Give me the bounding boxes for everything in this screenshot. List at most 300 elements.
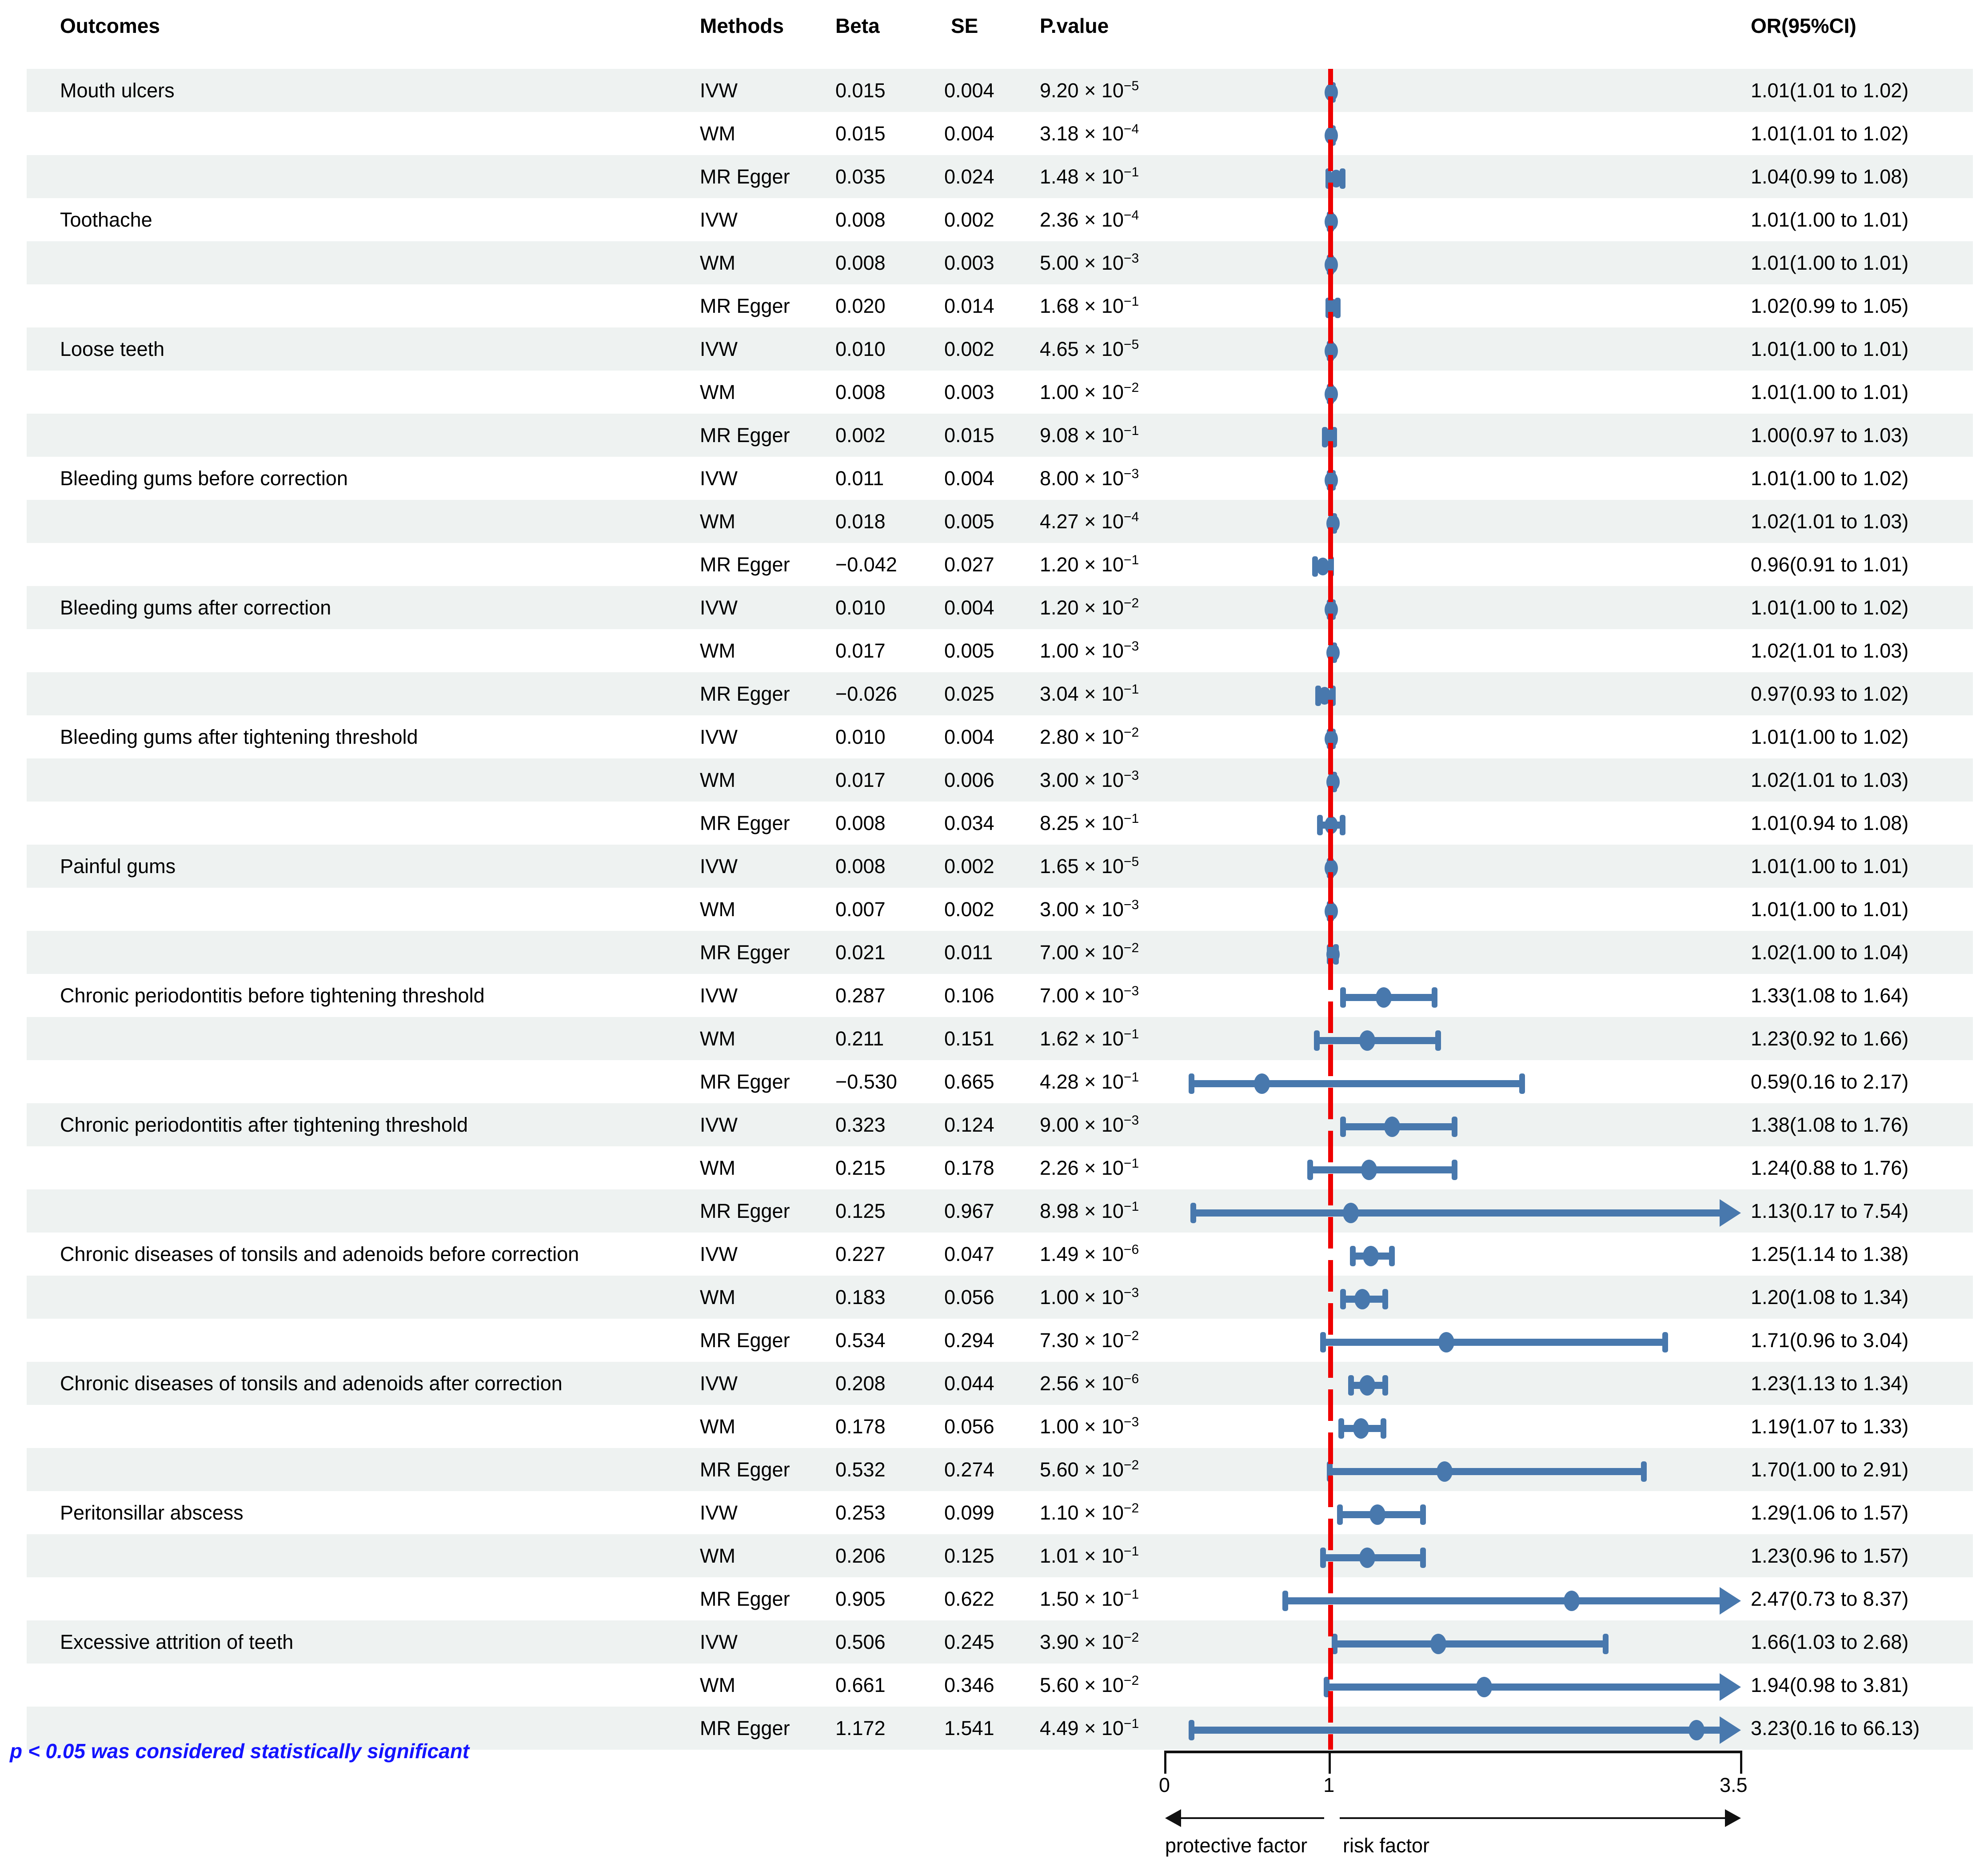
- axis-tick-label: 3.5: [1720, 1774, 1748, 1796]
- cell-or-ci: 1.70(1.00 to 2.91): [1751, 1458, 1909, 1481]
- forest-marker: [0, 1405, 1988, 1448]
- cell-pvalue: $7.00 \times 10^{-2}$: [1040, 941, 1139, 964]
- cell-beta: 0.532: [835, 1458, 886, 1481]
- ci-cap-lower: [1314, 1030, 1320, 1051]
- cell-beta: 0.008: [835, 855, 886, 878]
- axis-tick-label: 0: [1159, 1774, 1170, 1796]
- cell-method: IVW: [700, 79, 738, 102]
- axis-tick: [1164, 1751, 1166, 1774]
- cell-outcome: Toothache: [60, 208, 152, 231]
- cell-pvalue: $1.20 \times 10^{-1}$: [1040, 553, 1139, 576]
- point-estimate-marker: [1384, 1117, 1400, 1137]
- point-estimate-marker: [1359, 1548, 1375, 1568]
- reference-line-segment: [1328, 1491, 1333, 1534]
- cell-or-ci: 1.01(1.00 to 1.01): [1751, 251, 1909, 274]
- column-header-se: SE: [951, 14, 978, 37]
- cell-se: 0.011: [944, 941, 993, 964]
- cell-method: WM: [700, 639, 735, 662]
- cell-se: 0.665: [944, 1070, 994, 1093]
- cell-beta: 0.206: [835, 1544, 886, 1567]
- cell-method: MR Egger: [700, 1070, 790, 1093]
- ci-cap-upper: [1381, 1418, 1386, 1439]
- table-row: [0, 1233, 1988, 1276]
- point-estimate-marker: [1369, 1504, 1385, 1525]
- table-row: [0, 327, 1988, 371]
- cell-se: 0.015: [944, 424, 994, 447]
- pvalue-exponent: −1: [1123, 811, 1139, 826]
- reference-line-segment: [1328, 1189, 1333, 1233]
- pvalue-exponent: −3: [1123, 898, 1139, 912]
- cell-or-ci: 0.97(0.93 to 1.02): [1751, 682, 1909, 705]
- cell-outcome: Peritonsillar abscess: [60, 1501, 244, 1524]
- table-row: [0, 1146, 1988, 1189]
- ci-cap-upper: [1340, 815, 1345, 835]
- reference-line-segment: [1328, 758, 1333, 802]
- confidence-interval-line: [1326, 1683, 1721, 1691]
- cell-beta: 0.020: [835, 295, 886, 317]
- cell-pvalue: $1.00 \times 10^{-3}$: [1040, 1415, 1139, 1438]
- cell-or-ci: 1.20(1.08 to 1.34): [1751, 1286, 1909, 1308]
- cell-se: 0.034: [944, 812, 994, 834]
- cell-se: 0.622: [944, 1588, 994, 1610]
- cell-beta: 0.227: [835, 1243, 886, 1265]
- cell-method: IVW: [700, 596, 738, 619]
- pvalue-exponent: −2: [1123, 725, 1139, 740]
- cell-pvalue: $7.30 \times 10^{-2}$: [1040, 1328, 1139, 1352]
- cell-outcome: Chronic diseases of tonsils and adenoids before correction: [60, 1243, 579, 1265]
- point-estimate-marker: [1354, 1289, 1370, 1309]
- cell-method: WM: [700, 1157, 735, 1179]
- table-row: [0, 1060, 1988, 1103]
- cell-or-ci: 1.01(0.94 to 1.08): [1751, 812, 1909, 834]
- pvalue-exponent: −3: [1123, 1113, 1139, 1128]
- cell-se: 0.151: [944, 1027, 994, 1050]
- cell-se: 0.178: [944, 1157, 994, 1179]
- table-row: [0, 155, 1988, 198]
- table-row: [0, 1491, 1988, 1534]
- pvalue-exponent: −1: [1123, 1587, 1139, 1602]
- reference-line-segment: [1328, 500, 1333, 543]
- ci-cap-lower: [1350, 1246, 1356, 1266]
- pvalue-exponent: −3: [1123, 1415, 1139, 1429]
- cell-or-ci: 1.04(0.99 to 1.08): [1751, 165, 1909, 188]
- forest-marker: [0, 888, 1988, 931]
- forest-marker: [0, 1276, 1988, 1319]
- column-header-outcomes: Outcomes: [60, 14, 160, 37]
- cell-se: 0.025: [944, 682, 994, 705]
- pvalue-exponent: −2: [1123, 1630, 1139, 1645]
- cell-or-ci: 1.23(0.96 to 1.57): [1751, 1544, 1909, 1567]
- ci-cap-lower: [1340, 1289, 1346, 1309]
- cell-method: WM: [700, 898, 735, 921]
- reference-line-segment: [1328, 155, 1333, 198]
- cell-pvalue: $8.25 \times 10^{-1}$: [1040, 811, 1139, 834]
- forest-marker: [0, 629, 1988, 672]
- forest-marker: [0, 241, 1988, 284]
- forest-marker: [0, 1620, 1988, 1664]
- reference-line-segment: [1328, 1319, 1333, 1362]
- cell-pvalue: $1.62 \times 10^{-1}$: [1040, 1027, 1139, 1050]
- cell-se: 0.004: [944, 79, 994, 102]
- table-row: [0, 715, 1988, 758]
- forest-marker: [0, 931, 1988, 974]
- reference-line-segment: [1328, 845, 1333, 888]
- forest-marker: [0, 1491, 1988, 1534]
- reference-line-segment: [1328, 672, 1333, 715]
- ci-cap-lower: [1338, 1418, 1344, 1439]
- cell-or-ci: 2.47(0.73 to 8.37): [1751, 1588, 1909, 1610]
- cell-beta: 0.125: [835, 1200, 886, 1222]
- table-row: [0, 1534, 1988, 1577]
- cell-method: WM: [700, 1415, 735, 1438]
- protective-arrow-head-icon: [1165, 1809, 1181, 1827]
- cell-beta: 0.215: [835, 1157, 886, 1179]
- table-row: [0, 457, 1988, 500]
- confidence-interval-line: [1191, 1727, 1721, 1734]
- cell-method: IVW: [700, 1372, 738, 1395]
- cell-or-ci: 1.01(1.00 to 1.02): [1751, 467, 1909, 490]
- cell-se: 0.003: [944, 251, 994, 274]
- point-estimate-marker: [1359, 1030, 1375, 1051]
- table-row: [0, 802, 1988, 845]
- cell-or-ci: 1.01(1.00 to 1.01): [1751, 898, 1909, 921]
- ci-cap-lower: [1320, 1548, 1326, 1568]
- cell-pvalue: $1.20 \times 10^{-2}$: [1040, 596, 1139, 619]
- table-row: [0, 1448, 1988, 1491]
- cell-or-ci: 1.02(0.99 to 1.05): [1751, 295, 1909, 317]
- cell-pvalue: $1.00 \times 10^{-3}$: [1040, 1285, 1139, 1308]
- cell-method: IVW: [700, 984, 738, 1007]
- forest-marker: [0, 1189, 1988, 1233]
- cell-method: WM: [700, 1286, 735, 1308]
- cell-se: 0.027: [944, 553, 994, 576]
- pvalue-exponent: −3: [1123, 1285, 1139, 1300]
- confidence-interval-line: [1334, 1640, 1606, 1648]
- cell-pvalue: $1.68 \times 10^{-1}$: [1040, 294, 1139, 317]
- cell-beta: 0.178: [835, 1415, 886, 1438]
- reference-line-segment: [1328, 1577, 1333, 1620]
- cell-or-ci: 1.01(1.00 to 1.01): [1751, 338, 1909, 360]
- forest-marker: [0, 1233, 1988, 1276]
- cell-se: 0.014: [944, 295, 994, 317]
- cell-pvalue: $5.60 \times 10^{-2}$: [1040, 1458, 1139, 1481]
- cell-beta: 0.010: [835, 726, 886, 748]
- cell-beta: 0.008: [835, 381, 886, 403]
- cell-pvalue: $5.00 \times 10^{-3}$: [1040, 251, 1139, 274]
- ci-cap-upper: [1452, 1117, 1457, 1137]
- cell-se: 1.541: [944, 1717, 994, 1739]
- forest-marker: [0, 414, 1988, 457]
- point-estimate-marker: [1564, 1591, 1580, 1611]
- point-estimate-marker: [1363, 1246, 1379, 1266]
- cell-or-ci: 1.02(1.01 to 1.03): [1751, 510, 1909, 533]
- table-row: [0, 241, 1988, 284]
- point-estimate-marker: [1430, 1634, 1446, 1654]
- reference-line-segment: [1328, 1534, 1333, 1577]
- reference-line-segment: [1328, 241, 1333, 284]
- forest-marker: [0, 457, 1988, 500]
- cell-beta: 0.208: [835, 1372, 886, 1395]
- cell-se: 0.125: [944, 1544, 994, 1567]
- confidence-interval-line: [1193, 1209, 1721, 1217]
- reference-line-segment: [1328, 69, 1333, 112]
- point-estimate-marker: [1353, 1418, 1369, 1439]
- cell-method: IVW: [700, 338, 738, 360]
- cell-beta: 0.661: [835, 1674, 886, 1696]
- table-row: [0, 1405, 1988, 1448]
- ci-cap-lower: [1340, 987, 1346, 1008]
- cell-or-ci: 1.66(1.03 to 2.68): [1751, 1631, 1909, 1653]
- cell-beta: 1.172: [835, 1717, 886, 1739]
- pvalue-exponent: −6: [1123, 1242, 1139, 1257]
- cell-method: IVW: [700, 1501, 738, 1524]
- ci-cap-upper: [1382, 1289, 1388, 1309]
- cell-or-ci: 1.01(1.00 to 1.01): [1751, 855, 1909, 878]
- cell-or-ci: 0.59(0.16 to 2.17): [1751, 1070, 1909, 1093]
- reference-line-segment: [1328, 543, 1333, 586]
- forest-marker: [0, 1319, 1988, 1362]
- cell-beta: 0.008: [835, 251, 886, 274]
- table-row: [0, 1189, 1988, 1233]
- forest-marker: [0, 543, 1988, 586]
- significance-footnote: p < 0.05 was considered statistically significant: [10, 1739, 470, 1763]
- ci-cap-upper: [1603, 1634, 1609, 1654]
- cell-beta: −0.042: [835, 553, 897, 576]
- ci-cap-upper: [1389, 1246, 1395, 1266]
- pvalue-exponent: −2: [1123, 1673, 1139, 1688]
- cell-pvalue: $3.00 \times 10^{-3}$: [1040, 898, 1139, 921]
- cell-beta: 0.010: [835, 338, 886, 360]
- ci-cap-lower: [1189, 1720, 1194, 1740]
- pvalue-exponent: −2: [1123, 1458, 1139, 1472]
- cell-se: 0.099: [944, 1501, 994, 1524]
- cell-method: WM: [700, 1027, 735, 1050]
- reference-line-segment: [1328, 1103, 1333, 1146]
- cell-method: MR Egger: [700, 295, 790, 317]
- ci-arrow-head-icon: [1720, 1199, 1741, 1227]
- cell-pvalue: $1.49 \times 10^{-6}$: [1040, 1242, 1139, 1265]
- cell-or-ci: 1.01(1.01 to 1.02): [1751, 122, 1909, 145]
- pvalue-exponent: −2: [1123, 380, 1139, 395]
- cell-or-ci: 1.94(0.98 to 3.81): [1751, 1674, 1909, 1696]
- table-row: [0, 1017, 1988, 1060]
- reference-line-segment: [1328, 1405, 1333, 1448]
- reference-line-segment: [1328, 284, 1333, 327]
- cell-method: MR Egger: [700, 553, 790, 576]
- cell-beta: 0.017: [835, 769, 886, 791]
- cell-se: 0.124: [944, 1113, 994, 1136]
- pvalue-exponent: −1: [1123, 1544, 1139, 1559]
- table-row: [0, 586, 1988, 629]
- confidence-interval-line: [1323, 1339, 1665, 1346]
- cell-beta: 0.011: [835, 467, 884, 490]
- pvalue-exponent: −4: [1123, 122, 1139, 136]
- reference-line-segment: [1328, 1362, 1333, 1405]
- reference-line-segment: [1328, 629, 1333, 672]
- ci-cap-lower: [1307, 1160, 1313, 1180]
- cell-se: 0.967: [944, 1200, 994, 1222]
- pvalue-exponent: −1: [1123, 1027, 1139, 1041]
- table-row: [0, 198, 1988, 241]
- cell-pvalue: $1.48 \times 10^{-1}$: [1040, 165, 1139, 188]
- column-header-pvalue: P.value: [1040, 14, 1109, 37]
- pvalue-exponent: −4: [1123, 208, 1139, 223]
- table-row: [0, 672, 1988, 715]
- cell-or-ci: 1.13(0.17 to 7.54): [1751, 1200, 1909, 1222]
- pvalue-exponent: −3: [1123, 251, 1139, 266]
- cell-beta: 0.021: [835, 941, 886, 964]
- cell-beta: 0.002: [835, 424, 886, 447]
- forest-marker: [0, 1534, 1988, 1577]
- cell-pvalue: $4.49 \times 10^{-1}$: [1040, 1716, 1139, 1739]
- point-estimate-marker: [1359, 1375, 1375, 1396]
- ci-cap-upper: [1452, 1160, 1457, 1180]
- column-header-methods: Methods: [700, 14, 784, 37]
- table-row: [0, 1577, 1988, 1620]
- cell-outcome: Bleeding gums after tightening threshold: [60, 726, 418, 748]
- pvalue-exponent: −6: [1123, 1372, 1139, 1386]
- cell-outcome: Painful gums: [60, 855, 176, 878]
- reference-line-segment: [1328, 931, 1333, 974]
- cell-pvalue: $9.20 \times 10^{-5}$: [1040, 79, 1139, 102]
- ci-arrow-head-icon: [1720, 1587, 1741, 1615]
- protective-arrow-line: [1181, 1817, 1324, 1819]
- cell-pvalue: $9.00 \times 10^{-3}$: [1040, 1113, 1139, 1136]
- cell-pvalue: $1.65 \times 10^{-5}$: [1040, 854, 1139, 878]
- cell-method: IVW: [700, 467, 738, 490]
- cell-beta: 0.287: [835, 984, 886, 1007]
- cell-pvalue: $1.00 \times 10^{-2}$: [1040, 380, 1139, 403]
- ci-cap-upper: [1420, 1548, 1426, 1568]
- reference-line-segment: [1328, 1146, 1333, 1189]
- reference-line-segment: [1328, 198, 1333, 241]
- forest-marker: [0, 112, 1988, 155]
- forest-marker: [0, 371, 1988, 414]
- confidence-interval-line: [1329, 1468, 1644, 1475]
- reference-line-segment: [1328, 1060, 1333, 1103]
- ci-cap-lower: [1337, 1504, 1343, 1525]
- cell-method: MR Egger: [700, 424, 790, 447]
- cell-outcome: Mouth ulcers: [60, 79, 175, 102]
- reference-line-segment: [1328, 586, 1333, 629]
- cell-pvalue: $1.50 \times 10^{-1}$: [1040, 1587, 1139, 1610]
- cell-method: MR Egger: [700, 1458, 790, 1481]
- table-row: [0, 69, 1988, 112]
- cell-or-ci: 1.38(1.08 to 1.76): [1751, 1113, 1909, 1136]
- forest-marker: [0, 1017, 1988, 1060]
- point-estimate-marker: [1254, 1073, 1270, 1094]
- pvalue-exponent: −1: [1123, 165, 1139, 180]
- reference-line-segment: [1328, 327, 1333, 371]
- point-estimate-marker: [1476, 1677, 1492, 1697]
- cell-pvalue: $3.00 \times 10^{-3}$: [1040, 768, 1139, 791]
- axis-line: [1165, 1751, 1741, 1753]
- table-row: [0, 1620, 1988, 1664]
- cell-beta: 0.015: [835, 122, 886, 145]
- pvalue-exponent: −5: [1123, 79, 1139, 93]
- forest-marker: [0, 758, 1988, 802]
- table-row: [0, 371, 1988, 414]
- ci-cap-upper: [1662, 1332, 1668, 1352]
- cell-outcome: Chronic diseases of tonsils and adenoids after correction: [60, 1372, 563, 1395]
- ci-cap-upper: [1432, 987, 1437, 1008]
- cell-beta: 0.017: [835, 639, 886, 662]
- cell-method: WM: [700, 769, 735, 791]
- cell-se: 0.056: [944, 1415, 994, 1438]
- table-row: [0, 758, 1988, 802]
- cell-or-ci: 1.71(0.96 to 3.04): [1751, 1329, 1909, 1352]
- cell-pvalue: $1.10 \times 10^{-2}$: [1040, 1501, 1139, 1524]
- ci-cap-upper: [1519, 1073, 1525, 1094]
- cell-outcome: Loose teeth: [60, 338, 165, 360]
- forest-marker: [0, 715, 1988, 758]
- cell-or-ci: 1.02(1.01 to 1.03): [1751, 769, 1909, 791]
- table-row: [0, 112, 1988, 155]
- point-estimate-marker: [1438, 1332, 1454, 1352]
- cell-or-ci: 1.01(1.00 to 1.02): [1751, 596, 1909, 619]
- cell-pvalue: $3.18 \times 10^{-4}$: [1040, 122, 1139, 145]
- pvalue-exponent: −1: [1123, 553, 1139, 567]
- pvalue-exponent: −2: [1123, 596, 1139, 610]
- cell-se: 0.002: [944, 338, 994, 360]
- cell-or-ci: 1.01(1.00 to 1.01): [1751, 208, 1909, 231]
- reference-line-segment: [1328, 715, 1333, 758]
- cell-se: 0.106: [944, 984, 994, 1007]
- cell-or-ci: 1.19(1.07 to 1.33): [1751, 1415, 1909, 1438]
- pvalue-exponent: −1: [1123, 1199, 1139, 1214]
- confidence-interval-line: [1285, 1597, 1721, 1604]
- cell-pvalue: $1.00 \times 10^{-3}$: [1040, 639, 1139, 662]
- cell-pvalue: $3.04 \times 10^{-1}$: [1040, 682, 1139, 705]
- cell-se: 0.004: [944, 122, 994, 145]
- reference-line-segment: [1328, 1017, 1333, 1060]
- ci-cap-lower: [1348, 1375, 1354, 1396]
- cell-pvalue: $8.00 \times 10^{-3}$: [1040, 467, 1139, 490]
- cell-method: MR Egger: [700, 682, 790, 705]
- cell-beta: 0.008: [835, 812, 886, 834]
- ci-cap-upper: [1382, 1375, 1388, 1396]
- protective-factor-label: protective factor: [1165, 1834, 1308, 1857]
- risk-factor-label: risk factor: [1343, 1834, 1430, 1857]
- reference-line-segment: [1328, 1233, 1333, 1276]
- cell-or-ci: 1.00(0.97 to 1.03): [1751, 424, 1909, 447]
- direction-annotation: [0, 1809, 1988, 1863]
- cell-or-ci: 1.24(0.88 to 1.76): [1751, 1157, 1909, 1179]
- cell-se: 0.274: [944, 1458, 994, 1481]
- pvalue-exponent: −1: [1123, 423, 1139, 438]
- cell-method: MR Egger: [700, 165, 790, 188]
- cell-method: IVW: [700, 1631, 738, 1653]
- confidence-interval-line: [1317, 1037, 1438, 1044]
- cell-beta: 0.008: [835, 208, 886, 231]
- cell-se: 0.245: [944, 1631, 994, 1653]
- cell-beta: 0.253: [835, 1501, 886, 1524]
- table-row: [0, 629, 1988, 672]
- cell-pvalue: $5.60 \times 10^{-2}$: [1040, 1673, 1139, 1696]
- cell-method: WM: [700, 251, 735, 274]
- axis-tick: [1329, 1751, 1331, 1774]
- pvalue-exponent: −2: [1123, 1501, 1139, 1516]
- cell-outcome: Excessive attrition of teeth: [60, 1631, 294, 1653]
- point-estimate-marker: [1316, 558, 1329, 575]
- table-row: [0, 845, 1988, 888]
- cell-se: 0.004: [944, 467, 994, 490]
- cell-se: 0.044: [944, 1372, 994, 1395]
- cell-se: 0.004: [944, 726, 994, 748]
- cell-or-ci: 1.01(1.00 to 1.01): [1751, 381, 1909, 403]
- reference-line-segment: [1328, 1448, 1333, 1491]
- cell-or-ci: 1.25(1.14 to 1.38): [1751, 1243, 1909, 1265]
